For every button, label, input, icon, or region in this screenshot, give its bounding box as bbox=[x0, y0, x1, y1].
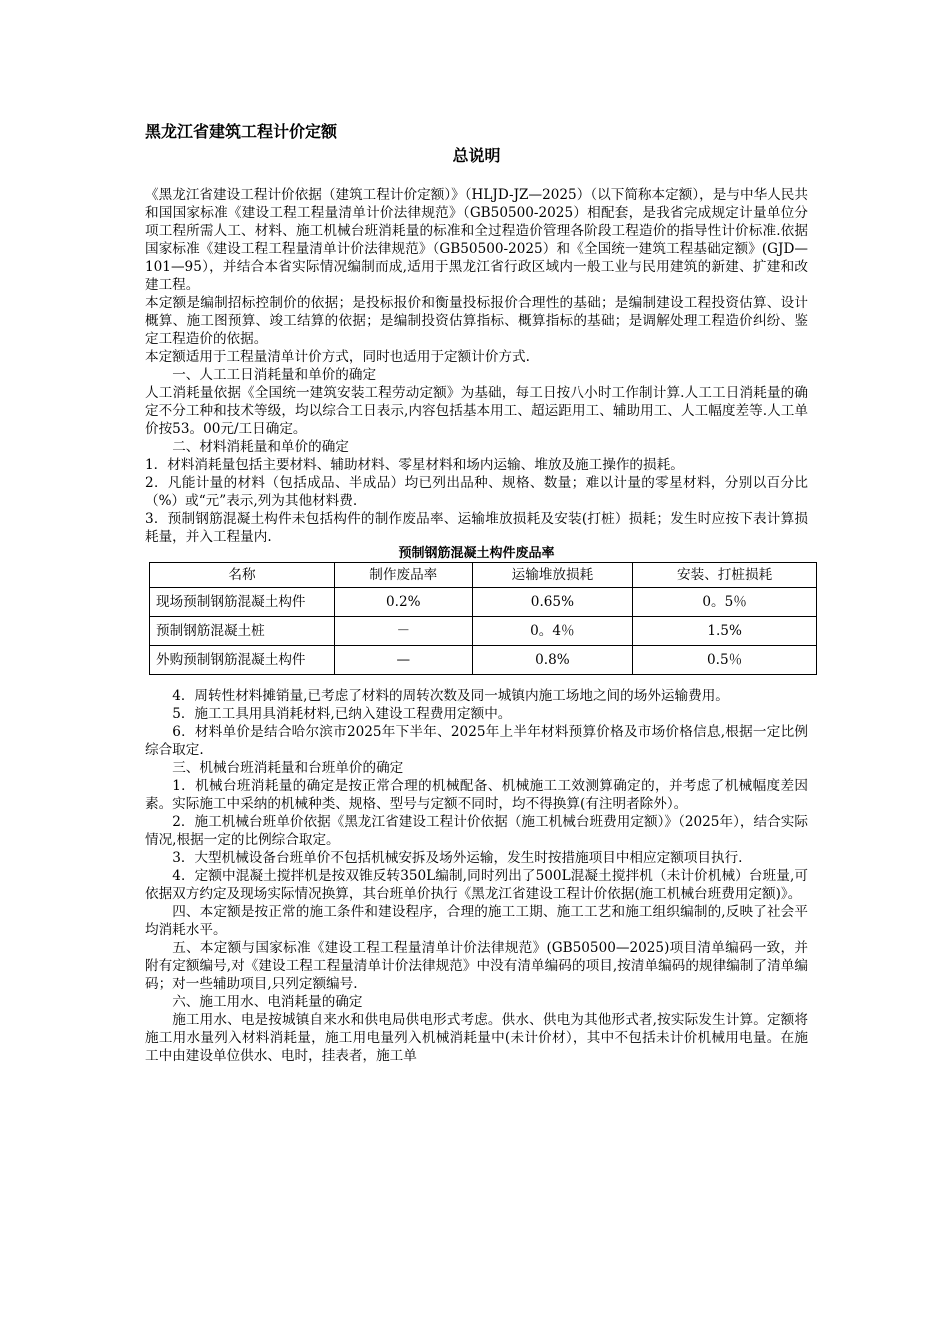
table-title: 预制钢筋混凝土构件废品率 bbox=[398, 546, 555, 561]
document-page bbox=[145, 120, 808, 1065]
table-header-cell: 运输堆放损耗 bbox=[472, 563, 633, 588]
paragraph-machinery-1: 1．机械台班消耗量的确定是按正常合理的机械配备、机械施工工效测算确定的，并考虑了机械幅度差因素。实际施工中采纳的机械种类、规格、型号与定额不同时，均不得换算(有注明者除外）。 bbox=[145, 778, 808, 812]
table-row bbox=[150, 588, 817, 617]
table-cell-name: 外购预制钢筋混凝土构件 bbox=[150, 646, 335, 675]
table-cell: 0.2% bbox=[335, 588, 473, 617]
table-cell-name: 现场预制钢筋混凝土构件 bbox=[150, 588, 335, 617]
table-cell: 0。5％ bbox=[633, 588, 817, 617]
table-cell: － bbox=[335, 617, 473, 646]
paragraph-materials-3: 3．预制钢筋混凝土构件未包括构件的制作废品率、运输堆放损耗及安装(打桩）损耗；发生时应按下表计算损耗量，并入工程量内. bbox=[145, 511, 808, 545]
table-header-row bbox=[150, 563, 817, 588]
table-header-cell: 名称 bbox=[150, 563, 335, 588]
paragraph-machinery-4: 4．定额中混凝土搅拌机是按双锥反转350L编制,同时列出了500L混凝土搅拌机（未计价机械）台班量,可依据双方约定及现场实际情况换算，其台班单价执行《黑龙江省建设工程计价依据(施工机械台班费用定额)》。 bbox=[145, 868, 808, 902]
section-heading-labor: 一、人工工日消耗量和单价的确定 bbox=[172, 367, 377, 383]
table-row bbox=[150, 617, 817, 646]
paragraph-basis: 本定额是编制招标控制价的依据；是投标报价和衡量投标报价合理性的基础；是编制建设工程投资估算、设计概算、施工图预算、竣工结算的依据；是编制投资估算指标、概算指标的基础；是调解处理工程造价纠纷、鉴定工程造价的依据。 bbox=[145, 295, 808, 347]
table-row bbox=[150, 646, 817, 675]
paragraph-section-4: 四、本定额是按正常的施工条件和建设程序，合理的施工工期、施工工艺和施工组织编制的,反映了社会平均消耗水平。 bbox=[145, 904, 808, 938]
section-heading-machinery: 三、机械台班消耗量和台班单价的确定 bbox=[172, 760, 404, 776]
table-cell: 0。4％ bbox=[472, 617, 633, 646]
paragraph-labor: 人工消耗量依据《全国统一建筑安装工程劳动定额》为基础，每工日按八小时工作制计算.人工工日消耗量的确定不分工种和技术等级，均以综合工日表示,内容包括基本用工、超运距用工、辅助用工、人工幅度差等.人工单价按53。00元/工日确定。 bbox=[145, 385, 808, 437]
paragraph-materials-6: 6．材料单价是结合哈尔滨市2025年下半年、2025年上半年材料预算价格及市场价格信息,根据一定比例综合取定. bbox=[145, 724, 808, 758]
table-cell: 0.65% bbox=[472, 588, 633, 617]
paragraph-section-5: 五、本定额与国家标准《建设工程工程量清单计价法律规范》(GB50500—2025)项目清单编码一致，并附有定额编号,对《建设工程工程量清单计价法律规范》中没有清单编码的项目,按清单编码的规律编制了清单编码；对一些辅助项目,只列定额编号. bbox=[145, 940, 808, 992]
table-cell: 0.5％ bbox=[633, 646, 817, 675]
paragraph-water-power: 施工用水、电是按城镇自来水和供电局供电形式考虑。供水、供电为其他形式者,按实际发生计算。定额将施工用水量列入材料消耗量，施工用电量列入机械消耗量中(未计价材），其中不包括未计价机械用电量。在施工中由建设单位供水、电时，挂表者，施工单 bbox=[145, 1012, 808, 1064]
document-title: 黑龙江省建筑工程计价定额 bbox=[145, 122, 338, 141]
paragraph-machinery-2: 2．施工机械台班单价依据《黑龙江省建设工程计价依据（施工机械台班费用定额）》（2025年），结合实际情况,根据一定的比例综合取定。 bbox=[145, 814, 808, 848]
paragraph-materials-1: 1．材料消耗量包括主要材料、辅助材料、零星材料和场内运输、堆放及施工操作的损耗。 bbox=[145, 457, 684, 473]
table-header-cell: 制作废品率 bbox=[335, 563, 473, 588]
document-subtitle: 总说明 bbox=[452, 146, 501, 165]
paragraph-materials-2: 2．凡能计量的材料（包括成品、半成品）均已列出品种、规格、数量；难以计量的零星材料，分别以百分比（%）或“元”表示,列为其他材料费. bbox=[145, 475, 808, 509]
paragraph-materials-4: 4．周转性材料摊销量,已考虑了材料的周转次数及同一城镇内施工场地之间的场外运输费用。 bbox=[172, 688, 729, 704]
section-heading-materials: 二、材料消耗量和单价的确定 bbox=[172, 439, 349, 455]
paragraph-materials-5: 5．施工工具用具消耗材料,已纳入建设工程费用定额中。 bbox=[172, 706, 512, 722]
loss-rate-table bbox=[149, 562, 817, 675]
table-cell: — bbox=[335, 646, 473, 675]
paragraph-scope: 本定额适用于工程量清单计价方式，同时也适用于定额计价方式. bbox=[145, 349, 530, 365]
table-cell: 0.8% bbox=[472, 646, 633, 675]
table-header-cell: 安装、打桩损耗 bbox=[633, 563, 817, 588]
table-cell: 1.5% bbox=[633, 617, 817, 646]
table-cell-name: 预制钢筋混凝土桩 bbox=[150, 617, 335, 646]
paragraph-machinery-3: 3．大型机械设备台班单价不包括机械安拆及场外运输，发生时按措施项目中相应定额项目执行. bbox=[172, 850, 743, 866]
section-heading-water-power: 六、施工用水、电消耗量的确定 bbox=[172, 994, 363, 1010]
paragraph-intro: 《黑龙江省建设工程计价依据（建筑工程计价定额）》（HLJD-JZ—2025）（以下简称本定额），是与中华人民共和国国家标准《建设工程工程量清单计价法律规范》（GB50500-2025）相配套，是我省完成规定计量单位分项工程所需人工、材料、施工机械台班消耗量的标准和全过程造价管理各阶段工程造价的指导性计价标准.依据国家标准《建设工程工程量清单计价法律规范》（GB50500-2025）和《全国统一建筑工程基础定额》(GJD—101—95），并结合本省实际情况编制而成,适用于黑龙江省行政区域内一般工业与民用建筑的新建、扩建和改建工程。 bbox=[145, 187, 808, 293]
